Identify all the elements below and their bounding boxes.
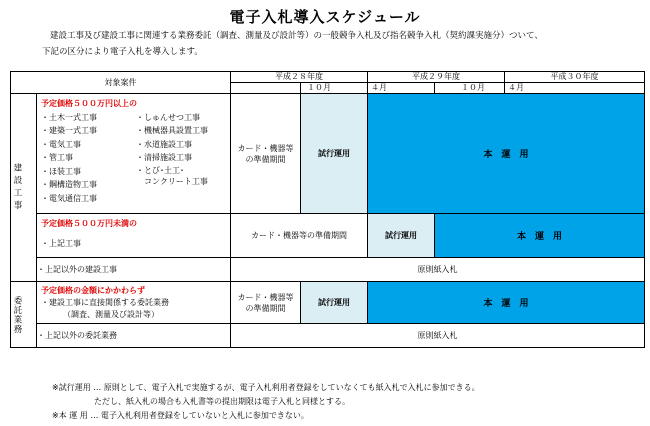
- header-month-h30-apr: ４月: [505, 83, 645, 94]
- work-type-item: ・ほ装工事: [41, 166, 81, 176]
- header-month-h28-oct: １０月: [301, 83, 368, 94]
- consignment-related-item-detail: （調査、測量及び設計等）: [63, 310, 159, 319]
- construction-over5m-heading: 予定価格５００万円以上の: [41, 99, 137, 108]
- work-type-item: ・管工事: [41, 153, 73, 162]
- construction-under5m-heading: 予定価格５００万円未満の: [41, 219, 137, 228]
- header-year-h29: 平成２９年度: [368, 72, 505, 83]
- note-main: ※本 運 用 … 電子入札利用者登録をしていないと入札に参加できない。: [52, 411, 309, 420]
- work-type-item: ・機械器具設置工事: [136, 126, 208, 135]
- consignment-related-heading: 予定価格の金額にかかわらず: [41, 286, 145, 295]
- consignment-other-status: 原則紙入札: [231, 324, 645, 348]
- intro-line-1: 建設工事及び建設工事に関連する業務委託（調査、測量及び設計等）の一般競争入札及び指名競争入札（契約課実施分）ついて、: [50, 31, 543, 41]
- work-type-item: ・清掃施設工事: [136, 153, 192, 162]
- note-trial: ※試行運用 … 原則として、電子入札で実施するが、電子入札利用者登録をしていなくても紙入札で入札に参加できる。: [52, 383, 480, 392]
- consignment-related-trial: 試行運用: [301, 282, 368, 324]
- header-month-h29-oct: １０月: [435, 83, 505, 94]
- prep-period-label: カード・機器等の準備期間: [237, 292, 294, 313]
- work-type-item: ・とび･土工･: [136, 165, 184, 175]
- page-title: 電子入札導入スケジュール: [229, 8, 421, 26]
- intro-line-2: 下記の区分により電子入札を導入します。: [42, 47, 203, 57]
- construction-over5m-prep: [231, 94, 301, 214]
- schedule-table: [10, 71, 645, 348]
- work-type-item: ・水道施設工事: [136, 139, 192, 149]
- consignment-related-item: ・建設工事に直接関係する委託業務: [41, 298, 169, 307]
- consignment-vertical-label: 委託業務: [12, 295, 22, 334]
- note-trial-sub: ただし、紙入札の場合も入札書等の提出期限は電子入札と同様とする。: [94, 397, 350, 406]
- construction-under5m-item: ・上記工事: [41, 238, 81, 248]
- intro-text: [42, 28, 620, 60]
- work-type-item: ・電気工事: [41, 139, 81, 149]
- construction-vertical-label: 建設工事: [12, 162, 22, 213]
- construction-over5m-main: 本 運 用: [368, 94, 645, 214]
- work-type-item: ・土木一式工事: [41, 112, 97, 122]
- construction-under5m-trial: 試行運用: [368, 214, 435, 258]
- consignment-related-prep: [231, 282, 301, 324]
- construction-other-item: ・上記以外の建設工事: [37, 258, 231, 282]
- notes: [52, 381, 480, 423]
- consignment-related-cell: [37, 282, 231, 324]
- construction-under5m-main: 本 運 用: [435, 214, 645, 258]
- consignment-other-item: ・上記以外の委託業務: [37, 324, 231, 348]
- work-type-item: ・建築一式工事: [41, 126, 97, 135]
- construction-under5m-prep: カード・機器等の準備期間: [231, 214, 368, 258]
- construction-under5m-cell: [37, 214, 231, 258]
- consignment-label-cell: [11, 282, 37, 348]
- construction-label-cell: [11, 94, 37, 282]
- header-year-h30: 平成３０年度: [505, 72, 645, 83]
- work-type-item: コンクリート工事: [136, 176, 208, 186]
- prep-period-label: カード・機器等の準備期間: [237, 143, 294, 164]
- header-month-blank: [231, 83, 301, 94]
- work-type-item: ・しゅんせつ工事: [136, 112, 200, 122]
- construction-over5m-cell: [37, 94, 231, 214]
- construction-over5m-trial: 試行運用: [301, 94, 368, 214]
- header-month-h29-apr: ４月: [368, 83, 435, 94]
- consignment-related-main: 本 運 用: [368, 282, 645, 324]
- header-year-h28: 平成２８年度: [231, 72, 368, 83]
- work-type-item: ・鋼構造物工事: [41, 180, 97, 189]
- construction-other-status: 原則紙入札: [231, 258, 645, 282]
- work-type-item: ・電気通信工事: [41, 193, 97, 203]
- header-target: 対象案件: [11, 72, 231, 94]
